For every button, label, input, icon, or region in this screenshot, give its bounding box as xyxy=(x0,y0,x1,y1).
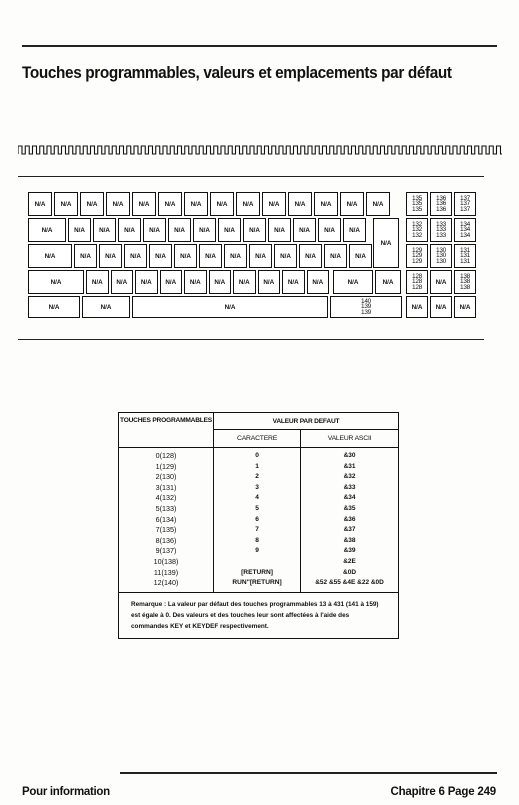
cell-char xyxy=(214,557,301,568)
footer-rule xyxy=(120,772,497,774)
key-na-2: N/A xyxy=(54,192,78,216)
cell-char: 0 xyxy=(214,448,301,462)
key-na-15: N/A xyxy=(28,218,66,242)
key-na-60: N/A xyxy=(430,296,452,318)
cell-key: 0(128) xyxy=(119,448,214,462)
function-key-140: 140 139 139 xyxy=(330,296,402,318)
key-na-44: N/A xyxy=(111,270,134,294)
key-na-52: N/A xyxy=(307,270,330,294)
key-na-39: N/A xyxy=(324,244,347,268)
key-na-45: N/A xyxy=(135,270,158,294)
cell-char: 9 xyxy=(214,546,301,557)
key-na-20: N/A xyxy=(168,218,191,242)
key-na-35: N/A xyxy=(224,244,247,268)
cell-key: 11(139) xyxy=(119,568,214,579)
header-valeur-par-defaut: VALEUR PAR DEFAUT xyxy=(214,413,399,430)
key-na-59: N/A xyxy=(406,296,428,318)
key-na-43: N/A xyxy=(86,270,109,294)
function-key-131: 131 131 131 xyxy=(454,244,476,268)
cell-ascii: &2E xyxy=(301,557,399,568)
function-key-129: 129 129 129 xyxy=(406,244,428,268)
key-na-40: N/A xyxy=(349,244,372,268)
cell-char: 7 xyxy=(214,525,301,536)
cell-key: 4(132) xyxy=(119,493,214,504)
key-na-47: N/A xyxy=(184,270,207,294)
key-na-51: N/A xyxy=(282,270,305,294)
cell-char: 8 xyxy=(214,536,301,547)
key-na-34: N/A xyxy=(199,244,222,268)
top-rule xyxy=(22,45,497,47)
cell-ascii: &35 xyxy=(301,504,399,515)
table-row xyxy=(119,472,399,483)
header-caractere: CARACTERE xyxy=(214,430,301,448)
key-na-17: N/A xyxy=(93,218,116,242)
key-na-25: N/A xyxy=(293,218,316,242)
key-na-37: N/A xyxy=(274,244,297,268)
table-row xyxy=(119,568,399,579)
cell-key: 12(140) xyxy=(119,578,214,592)
key-na-49: N/A xyxy=(233,270,256,294)
key-na-55: N/A xyxy=(28,296,80,318)
default-values-table xyxy=(118,412,399,639)
keyboard-diagram xyxy=(28,192,480,323)
key-na-48: N/A xyxy=(209,270,232,294)
function-key-138: 138 138 138 xyxy=(454,270,476,294)
page-title: Touches programmables, valeurs et emplacements par défaut xyxy=(22,64,452,82)
key-na-14: N/A xyxy=(366,192,390,216)
table-row xyxy=(119,462,399,473)
key-na-23: N/A xyxy=(243,218,266,242)
key-na-57: N/A xyxy=(132,296,328,318)
cell-key: 1(129) xyxy=(119,462,214,473)
key-na-8: N/A xyxy=(210,192,234,216)
table-row xyxy=(119,448,399,462)
table-row xyxy=(119,546,399,557)
cell-key: 8(136) xyxy=(119,536,214,547)
key-na-30: N/A xyxy=(99,244,122,268)
decorative-wave-border xyxy=(18,142,502,156)
cell-char: 3 xyxy=(214,483,301,494)
header-valeur-ascii: VALEUR ASCII xyxy=(301,430,399,448)
cell-key: 5(133) xyxy=(119,504,214,515)
key-na-31: N/A xyxy=(124,244,147,268)
key-na-56: N/A xyxy=(82,296,130,318)
key-na-3: N/A xyxy=(80,192,104,216)
cell-char: 2 xyxy=(214,472,301,483)
cell-ascii: &36 xyxy=(301,515,399,526)
key-na-38: N/A xyxy=(299,244,322,268)
key-na-5: N/A xyxy=(132,192,156,216)
cell-ascii: &34 xyxy=(301,493,399,504)
function-key-133: 133 133 133 xyxy=(430,218,452,242)
cell-key: 6(134) xyxy=(119,515,214,526)
cell-char: RUN"[RETURN] xyxy=(214,578,301,592)
table-row xyxy=(119,578,399,592)
header-touches: TOUCHES PROGRAMMABLES xyxy=(119,413,214,448)
key-na-12: N/A xyxy=(314,192,338,216)
function-key-137: 137 137 137 xyxy=(454,192,476,216)
cell-key: 10(138) xyxy=(119,557,214,568)
key-na-22: N/A xyxy=(218,218,241,242)
key-na-27: N/A xyxy=(343,218,366,242)
key-na-6: N/A xyxy=(158,192,182,216)
keyboard-bottom-rule xyxy=(18,339,484,340)
table-row xyxy=(119,557,399,568)
key-na-9: N/A xyxy=(236,192,260,216)
key-na-32: N/A xyxy=(149,244,172,268)
cell-char: 1 xyxy=(214,462,301,473)
key-na-1: N/A xyxy=(28,192,52,216)
cell-ascii: &31 xyxy=(301,462,399,473)
cell-ascii: &37 xyxy=(301,525,399,536)
cell-char: 5 xyxy=(214,504,301,515)
cell-ascii: &32 xyxy=(301,472,399,483)
key-na-13: N/A xyxy=(340,192,364,216)
function-key-132: 132 132 132 xyxy=(406,218,428,242)
function-key-136: 136 136 136 xyxy=(430,192,452,216)
cell-ascii: &33 xyxy=(301,483,399,494)
key-na-11: N/A xyxy=(288,192,312,216)
key-na-28: N/A xyxy=(28,244,72,268)
cell-ascii: &52 &55 &4E &22 &0D xyxy=(301,578,399,592)
key-na-61: N/A xyxy=(454,296,476,318)
key-na-10: N/A xyxy=(262,192,286,216)
key-na-24: N/A xyxy=(268,218,291,242)
cell-char: [RETURN] xyxy=(214,568,301,579)
cell-key: 2(130) xyxy=(119,472,214,483)
function-key-135: 135 135 135 xyxy=(406,192,428,216)
table-row xyxy=(119,493,399,504)
cell-ascii: &0D xyxy=(301,568,399,579)
key-na-33: N/A xyxy=(174,244,197,268)
keyboard-top-rule xyxy=(18,176,484,177)
key-na-16: N/A xyxy=(68,218,91,242)
key-na-21: N/A xyxy=(193,218,216,242)
key-na-4: N/A xyxy=(106,192,130,216)
cell-key: 7(135) xyxy=(119,525,214,536)
key-na-29: N/A xyxy=(74,244,97,268)
table-row xyxy=(119,536,399,547)
key-na-7: N/A xyxy=(184,192,208,216)
footer-page-number: Chapitre 6 Page 249 xyxy=(390,786,496,798)
cell-ascii: &38 xyxy=(301,536,399,547)
cell-ascii: &30 xyxy=(301,448,399,462)
key-na-19: N/A xyxy=(143,218,166,242)
function-key-128: 128 128 128 xyxy=(406,270,428,294)
cell-key: 9(137) xyxy=(119,546,214,557)
key-na-50: N/A xyxy=(258,270,281,294)
key-na-53: N/A xyxy=(333,270,373,294)
key-na-36: N/A xyxy=(249,244,272,268)
key-na-26: N/A xyxy=(318,218,341,242)
table-row xyxy=(119,483,399,494)
key-na-41: N/A xyxy=(373,218,399,268)
function-key-130: 130 130 130 xyxy=(430,244,452,268)
table-remark: Remarque : La valeur par défaut des touches programmables 13 à 431 (141 à 159) est égale à 0. Des valeurs et des touches leur sont affectées à l'aide des commandes KEY et KEYDEF respectivement. xyxy=(119,592,399,638)
key-na-18: N/A xyxy=(118,218,141,242)
cell-key: 3(131) xyxy=(119,483,214,494)
cell-char: 6 xyxy=(214,515,301,526)
table-row xyxy=(119,515,399,526)
cell-ascii: &39 xyxy=(301,546,399,557)
key-na-54: N/A xyxy=(375,270,401,294)
function-key-134: 134 134 134 xyxy=(454,218,476,242)
footer-label: Pour information xyxy=(22,786,110,798)
cell-char: 4 xyxy=(214,493,301,504)
key-na-46: N/A xyxy=(160,270,183,294)
table-row xyxy=(119,504,399,515)
table-row xyxy=(119,525,399,536)
key-na-42: N/A xyxy=(28,270,84,294)
key-na-58: N/A xyxy=(430,270,452,294)
